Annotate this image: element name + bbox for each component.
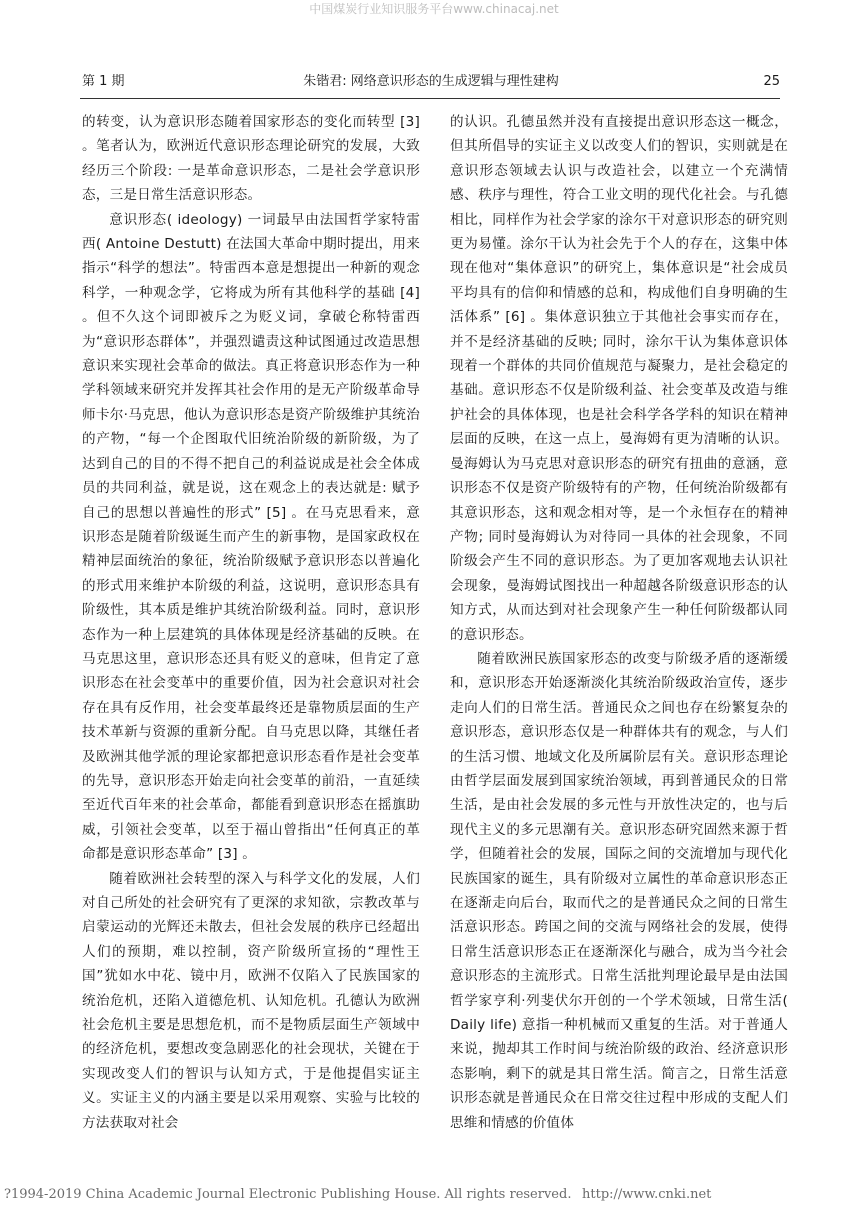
left-column — [82, 110, 420, 1135]
copyright-notice: ?1994-2019 China Academic Journal Electronic Publishing House. All rights reserved. — [4, 1187, 572, 1202]
page-number: 25 — [763, 74, 780, 89]
issue-label: 第 1 期 — [82, 74, 125, 89]
paragraph: 随着欧洲民族国家形态的改变与阶级矛盾的逐渐缓和，意识形态开始逐渐淡化其统治阶级政治宣传，逐步走向人们的日常生活。普通民众之间也存在纷繁复杂的意识形态，意识形态仅是一种群体共有的观念，与人们的生活习惯、地域文化及所属阶层有关。意识形态理论由哲学层面发展到国家统治领域，再到普通民众的日常生活，是由社会发展的多元性与开放性决定的，也与后现代主义的多元思潮有关。意识形态研究固然来源于哲学，但随着社会的发展，国际之间的交流增加与现代化民族国家的诞生，具有阶级对立属性的革命意识形态正在逐渐走向后台，取而代之的是普通民众之间的日常生活意识形态。跨国之间的交流与网络社会的发展，使得日常生活意识形态正在逐渐深化与融合，成为当今社会意识形态的主流形式。日常生活批判理论最早是由法国哲学家亨利·列斐伏尔开创的一个学术领域，日常生活( Daily life) 意指一种机械而又重复的生活。对于普通人来说，抛却其工作时间与统治阶级的政治、经济意识形态影响，剩下的就是其日常生活。简言之，日常生活意识形态就是普通民众在日常交往过程中形成的支配人们思维和情感的价值体 — [450, 650, 788, 1131]
paragraph: 意识形态( ideology) 一词最早由法国哲学家特雷西( Antoine Destutt) 在法国大革命中期时提出，用来指示“科学的想法”。特雷西本意是想提出一种新的观念科学，一种观念学，它将成为所有其他科学的基础 [4] 。但不久这个词即被斥之为贬义词，拿破仑称特雷西为“意识形态群体”，并强烈谴责这种试图通过改造思想意识来实现社会革命的做法。真正将意识形态作为一种学科领域来研究并发挥其社会作用的是无产阶级革命导师卡尔·马克思，他认为意识形态是资产阶级维护其统治的产物，“每一个企图取代旧统治阶级的新阶级，为了达到自己的目的不得不把自己的利益说成是社会全体成员的共同利益，就是说，这在观念上的表达就是: 赋予自己的思想以普遍性的形式” [5] 。在马克思看来，意识形态是随着阶级诞生而产生的新事物，是国家政权在精神层面统治的象征，统治阶级赋予意识形态以普遍化的形式用来维护本阶级的利益，这说明，意识形态具有阶级性，其本质是维护其统治阶级利益。同时，意识形态作为一种上层建筑的具体体现是经济基础的反映。在马克思这里，意识形态还具有贬义的意味，但肯定了意识形态在社会变革中的重要价值，因为社会意识对社会存在具有反作用，社会变革最终还是靠物质层面的生产技术革新与资源的重新分配。自马克思以降，其继任者及欧洲其他学派的理论家都把意识形态看作是社会变革的先导，意识形态开始走向社会变革的前沿，一直延续至近代百年来的社会革命，都能看到意识形态在摇旗助威，引领社会变革，以至于福山曾指出“任何真正的革命都是意识形态革命” [3] 。 — [82, 211, 420, 863]
paragraph: 随着欧洲社会转型的深入与科学文化的发展，人们对自己所处的社会研究有了更深的求知欲，宗教改革与启蒙运动的光辉还未散去，但社会发展的秩序已经超出人们的预期，难以控制，资产阶级所宣扬的“理性王国”犹如水中花、镜中月，欧洲不仅陷入了民族国家的统治危机，还陷入道德危机、认知危机。孔德认为欧洲社会危机主要是思想危机，而不是物质层面生产领域中的经济危机，要想改变急剧恶化的社会现状，关键在于实现改变人们的智识与认知方式，于是他提倡实证主义。实证主义的内涵主要是以采用观察、实验与比较的方法获取对社会 — [82, 870, 420, 1131]
right-column — [450, 110, 788, 1135]
footer-link[interactable]: http://www.cnki.net — [582, 1187, 712, 1202]
article-title: 朱锴君: 网络意识形态的生成逻辑与理性建构 — [303, 74, 559, 89]
header-divider — [80, 98, 780, 99]
paragraph: 的转变，认为意识形态随着国家形态的变化而转型 [3] 。笔者认为，欧洲近代意识形态理论研究的发展，大致经历三个阶段: 一是革命意识形态，二是社会学意识形态，三是日常生活意识形态。 — [82, 114, 420, 204]
paragraph: 的认识。孔德虽然并没有直接提出意识形态这一概念，但其所倡导的实证主义以改变人们的智识，实则就是在意识形态领域去认识与改造社会，以建立一个充满情感、秩序与理性，符合工业文明的现代化社会。与孔德相比，同样作为社会学家的涂尔干对意识形态的研究则更为易懂。涂尔干认为社会先于个人的存在，这集中体现在他对“集体意识”的研究上，集体意识是“社会成员平均具有的信仰和情感的总和，构成他们自身明确的生活体系” [6] 。集体意识独立于其他社会事实而存在，并不是经济基础的反映; 同时，涂尔干认为集体意识体现着一个群体的共同价值规范与凝聚力，是社会稳定的基础。意识形态不仅是阶级利益、社会变革及改造与维护社会的具体体现，也是社会科学各学科的知识在精神层面的反映，在这一点上，曼海姆有更为清晰的认识。曼海姆认为马克思对意识形态的研究有扭曲的意涵，意识形态不仅是资产阶级特有的产物，任何统治阶级都有其意识形态，这和观念相对等，是一个永恒存在的精神产物; 同时曼海姆认为对待同一具体的社会现象，不同阶级会产生不同的意识形态。为了更加客观地去认识社会现象，曼海姆试图找出一种超越各阶级意识形态的认知方式，从而达到对社会现象产生一种任何阶级都认同的意识形态。 — [450, 114, 788, 643]
watermark: 中国煤炭行业知识服务平台www.chinacaj.net — [309, 2, 559, 16]
